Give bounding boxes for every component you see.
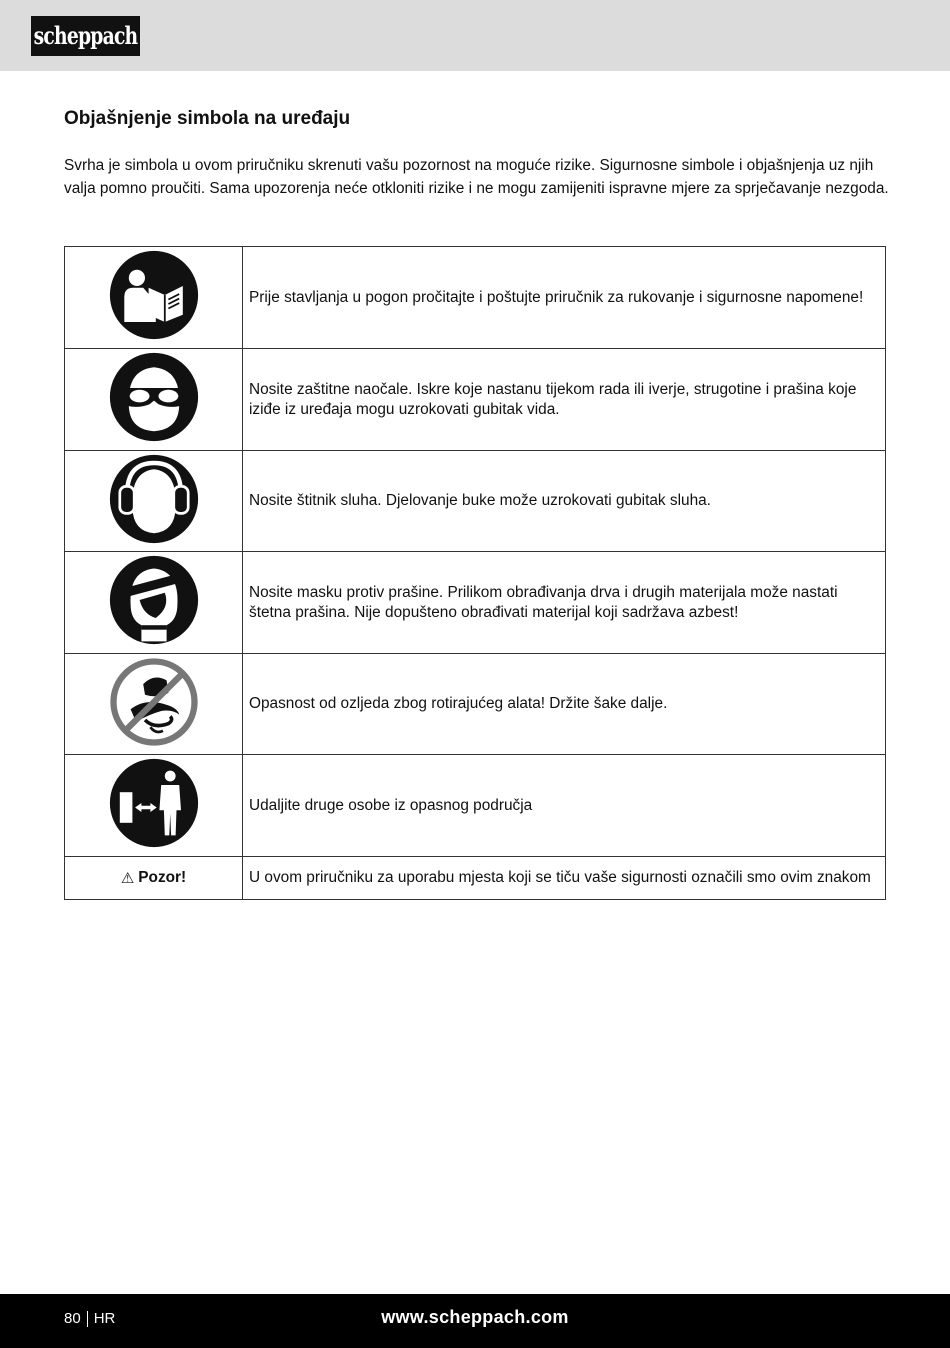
page-title: Objašnjenje simbola na uređaju xyxy=(64,108,351,129)
logo-text: scheppach xyxy=(33,21,138,50)
icon-cell xyxy=(65,755,243,857)
symbol-description: Nosite masku protiv prašine. Prilikom obrađivanja drva i drugih materijala može nastati štetna prašina. Nije dopušteno obrađivati materijal koji sadržava azbest! xyxy=(243,552,886,654)
page-number: 80 xyxy=(64,1310,81,1327)
language-code: HR xyxy=(93,1310,116,1327)
table-row xyxy=(65,755,886,857)
warning-triangle-icon: ⚠ xyxy=(120,869,135,887)
symbol-description: Prije stavljanja u pogon pročitajte i poštujte priručnik za rukovanje i sigurnosne napomene! xyxy=(243,247,886,349)
dust-mask-icon xyxy=(109,555,199,645)
table-row xyxy=(65,654,886,755)
table-row xyxy=(65,451,886,552)
scheppach-logo xyxy=(31,16,140,56)
symbols-table xyxy=(64,246,886,900)
table-row xyxy=(65,349,886,451)
table-row xyxy=(65,552,886,654)
warning-label xyxy=(121,869,186,887)
header-bar xyxy=(0,0,950,71)
rotating-tool-hazard-icon xyxy=(109,657,199,747)
website-url[interactable]: www.scheppach.com xyxy=(381,1307,569,1327)
table-row xyxy=(65,247,886,349)
warning-label-cell xyxy=(65,857,243,900)
footer-bar xyxy=(0,1294,950,1348)
keep-distance-icon xyxy=(109,758,199,848)
symbol-description: Opasnost od ozljeda zbog rotirajućeg alata! Držite šake dalje. xyxy=(243,654,886,755)
warning-description: U ovom priručniku za uporabu mjesta koji se tiču vaše sigurnosti označili smo ovim znakom xyxy=(243,857,886,900)
warning-label-text: Pozor! xyxy=(138,868,187,886)
icon-cell xyxy=(65,247,243,349)
icon-cell xyxy=(65,451,243,552)
ear-protection-icon xyxy=(109,454,199,544)
icon-cell xyxy=(65,349,243,451)
table-row xyxy=(65,857,886,900)
symbol-description: Nosite zaštitne naočale. Iskre koje nastanu tijekom rada ili iverje, strugotine i prašina koje iziđe iz uređaja mogu uzrokovati gubitak vida. xyxy=(243,349,886,451)
symbol-description: Nosite štitnik sluha. Djelovanje buke može uzrokovati gubitak sluha. xyxy=(243,451,886,552)
symbol-description: Udaljite druge osobe iz opasnog područja xyxy=(243,755,886,857)
icon-cell xyxy=(65,654,243,755)
intro-paragraph: Svrha je simbola u ovom priručniku skrenuti vašu pozornost na moguće rizike. Sigurnosne simbole i objašnjenja uz njih valja pomno proučiti. Sama upozorenja neće otkloniti rizike i ne mogu zamijeniti ispravne mjere za sprječavanje nezgoda. xyxy=(64,157,889,197)
read-manual-icon xyxy=(109,250,199,340)
safety-goggles-icon xyxy=(109,352,199,442)
icon-cell xyxy=(65,552,243,654)
